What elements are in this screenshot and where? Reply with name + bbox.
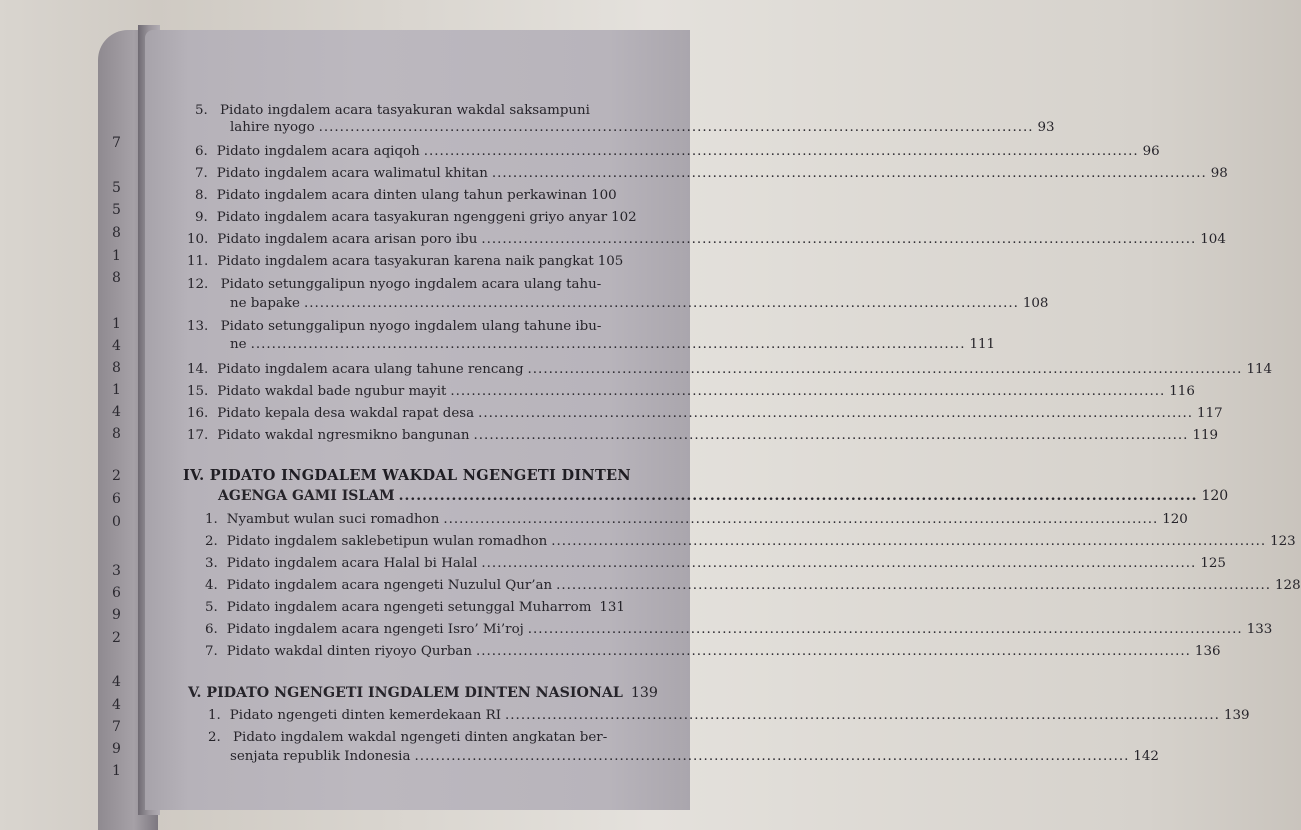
left-page-number: 4 [112,674,121,690]
toc-leader-dots: ........................................................................................................................................ [443,512,1159,527]
toc-entry-continuation [230,337,996,352]
toc-entry [187,428,1218,443]
toc-entry-number: 2. [208,730,221,745]
toc-leader-dots: ........................................................................................................................................ [481,232,1197,247]
left-page-number: 5 [112,180,121,196]
toc-entry [205,622,1273,637]
left-page-number: 2 [112,630,121,646]
section-heading-title: AGENGA GAMI ISLAM [218,488,395,504]
toc-entry [195,166,1228,181]
toc-page-number: 105 [597,254,624,269]
toc-page-number: 108 [1022,296,1049,311]
toc-page-number: 102 [611,210,637,225]
toc-page-number: 125 [1200,556,1226,571]
toc-leader-dots: ........................................................................................................................................ [527,622,1243,637]
toc-leader-dots: ........................................................................................................................................ [505,708,1220,723]
toc-entry-title-continued: lahire nyogo [230,120,315,135]
toc-entry-number: 6. [205,622,218,637]
left-page-number: 4 [112,697,121,713]
toc-entry-title: Pidato setunggalipun nyogo ingdalem ulang tahune ibu- [220,319,602,334]
toc-entry-number: 1. [208,708,221,723]
toc-entry-title: Pidato ingdalem acara ngengeti Isro’ Mi’roj [226,622,524,637]
toc-leader-dots: ........................................................................................................................................ [478,406,1194,421]
toc-entry-title: Pidato ingdalem wakdal ngengeti dinten angkatan ber- [233,730,608,745]
toc-leader-dots: ........................................................................................................................................ [303,296,1019,311]
toc-entry-number: 13. [187,319,209,334]
left-page-number: 9 [112,741,121,757]
toc-entry-continuation [230,120,1055,135]
toc-entry [187,319,601,334]
left-page-number: 6 [112,585,121,601]
toc-entry-title: Pidato ingdalem acara tasyakuran ngenggeni griyo anyar [216,210,608,225]
toc-leader-dots: ........................................................................................................................................ [450,384,1166,399]
toc-entry-title: Pidato ingdalem acara ngengeti setunggal Muharrom [226,600,592,615]
left-page-number: 1 [112,248,121,264]
toc-page-number: 123 [1270,534,1296,549]
toc-entry [195,144,1160,159]
toc-entry-title: Nyambut wulan suci romadhon [226,512,440,527]
left-page-number: 6 [112,491,121,507]
left-page-number: 8 [112,360,121,376]
toc-entry-title-continued: senjata republik Indonesia [230,749,411,764]
toc-entry-number: 15. [187,384,209,399]
toc-entry-title-continued: ne [230,337,247,352]
toc-page-number: 116 [1169,384,1195,399]
left-page-number: 8 [112,426,121,442]
toc-entry [187,254,624,269]
toc-page-number: 114 [1246,362,1272,377]
toc-entry-title: Pidato ingdalem acara tasyakuran wakdal saksampuni [220,103,590,118]
toc-leader-dots: ........................................................................................................................................ [527,362,1243,377]
toc-entry-number: 7. [195,166,208,181]
toc-entry-number: 9. [195,210,208,225]
toc-entry-number: 12. [187,277,209,292]
toc-leader-dots: ........................................................................................................................................ [551,534,1267,549]
toc-entry-title: Pidato wakdal ngresmikno bangunan [217,428,470,443]
toc-page-number: 93 [1037,120,1055,135]
toc-entry [205,578,1301,593]
toc-entry-number: 11. [187,254,209,269]
left-page-number: 3 [112,563,121,579]
toc-entry [187,362,1272,377]
toc-page-number: 128 [1275,578,1301,593]
toc-entry-title: Pidato ingdalem acara ulang tahune rencang [217,362,524,377]
toc-page-number: 131 [599,600,625,615]
toc-leader-dots: ........................................................................................................................................ [473,428,1189,443]
toc-entry-title: Pidato wakdal bade ngubur mayit [217,384,447,399]
toc-page-number: 100 [591,188,617,203]
toc-entry-title: Pidato wakdal dinten riyoyo Qurban [226,644,473,659]
section-heading [188,685,658,701]
toc-entry [205,600,625,615]
toc-entry-title: Pidato ingdalem acara aqiqoh [216,144,420,159]
toc-entry-title: Pidato ngengeti dinten kemerdekaan RI [229,708,502,723]
toc-entry-title: Pidato ingdalem acara ngengeti Nuzulul Qur’an [226,578,553,593]
toc-entry-number: 5. [195,103,208,118]
toc-page-number: 120 [1201,488,1229,504]
left-page-number: 1 [112,382,121,398]
toc-entry [195,188,617,203]
left-page-number: 0 [112,514,121,530]
toc-entry-title: Pidato ingdalem acara arisan poro ibu [217,232,478,247]
toc-entry [195,103,590,118]
toc-leader-dots: ........................................................................................................................................ [398,488,1198,504]
left-page-number: 9 [112,607,121,623]
toc-page-number: 120 [1162,512,1188,527]
toc-leader-dots: ........................................................................................................................................ [476,644,1191,659]
toc-entry [195,210,637,225]
toc-entry-title: Pidato ingdalem acara dinten ulang tahun perkawinan [216,188,588,203]
toc-entry-title: Pidato ingdalem acara tasyakuran karena naik pangkat [217,254,594,269]
toc-entry [205,534,1296,549]
toc-leader-dots: ........................................................................................................................................ [556,578,1272,593]
toc-page-number: 96 [1142,144,1160,159]
toc-entry-number: 4. [205,578,218,593]
toc-page-number: 111 [969,337,996,352]
toc-page-number: 139 [630,685,658,701]
toc-page-number: 133 [1246,622,1273,637]
toc-entry-number: 3. [205,556,218,571]
toc-leader-dots: ........................................................................................................................................ [318,120,1034,135]
toc-entry-title: Pidato ingdalem saklebetipun wulan romadhon [226,534,548,549]
toc-leader-dots: ........................................................................................................................................ [414,749,1130,764]
toc-leader-dots: ........................................................................................................................................ [250,337,966,352]
left-page-number: 7 [112,719,121,735]
left-page-number: 7 [112,135,121,151]
toc-entry-number: 16. [187,406,209,421]
toc-entry-number: 2. [205,534,218,549]
section-heading-title: V. PIDATO NGENGETI INGDALEM DINTEN NASIONAL [188,685,623,701]
toc-leader-dots: ........................................................................................................................................ [491,166,1207,181]
left-page-number: 8 [112,225,121,241]
toc-entry [208,708,1250,723]
toc-entry-number: 14. [187,362,209,377]
toc-entry-continuation [230,749,1159,764]
toc-leader-dots: ........................................................................................................................................ [423,144,1139,159]
toc-entry-number: 17. [187,428,209,443]
toc-entry-title: Pidato ingdalem acara Halal bi Halal [226,556,478,571]
toc-entry-number: 10. [187,232,209,247]
toc-entry-title: Pidato setunggalipun nyogo ingdalem acara ulang tahu- [220,277,602,292]
toc-page-number: 139 [1223,708,1250,723]
toc-entry [205,644,1221,659]
toc-page-number: 119 [1192,428,1218,443]
toc-entry-number: 6. [195,144,208,159]
toc-page-number: 136 [1194,644,1221,659]
left-page-number: 2 [112,468,121,484]
toc-entry [187,277,601,292]
toc-entry-title-continued: ne bapake [230,296,300,311]
left-page-number: 4 [112,338,121,354]
section-heading: IV. PIDATO INGDALEM WAKDAL NGENGETI DINTEN [183,467,631,484]
left-page-number: 5 [112,202,121,218]
toc-entry-number: 5. [205,600,218,615]
toc-leader-dots: ........................................................................................................................................ [481,556,1197,571]
toc-entry [208,730,607,745]
left-page-number: 1 [112,316,121,332]
toc-entry-continuation [230,296,1049,311]
toc-page-number: 104 [1200,232,1226,247]
toc-entry-number: 7. [205,644,218,659]
left-page-number: 8 [112,270,121,286]
toc-entry [205,512,1188,527]
toc-entry [187,384,1195,399]
section-heading-continuation [218,488,1229,504]
left-page-number: 1 [112,763,121,779]
toc-entry [187,406,1223,421]
left-page-number: 4 [112,404,121,420]
toc-entry-number: 1. [205,512,218,527]
toc-page-number: 98 [1210,166,1228,181]
toc-page-number: 117 [1197,406,1223,421]
toc-entry [187,232,1226,247]
toc-entry-title: Pidato kepala desa wakdal rapat desa [217,406,475,421]
toc-page-number: 142 [1133,749,1159,764]
toc-entry-number: 8. [195,188,208,203]
toc-entry-title: Pidato ingdalem acara walimatul khitan [216,166,488,181]
toc-entry [205,556,1226,571]
